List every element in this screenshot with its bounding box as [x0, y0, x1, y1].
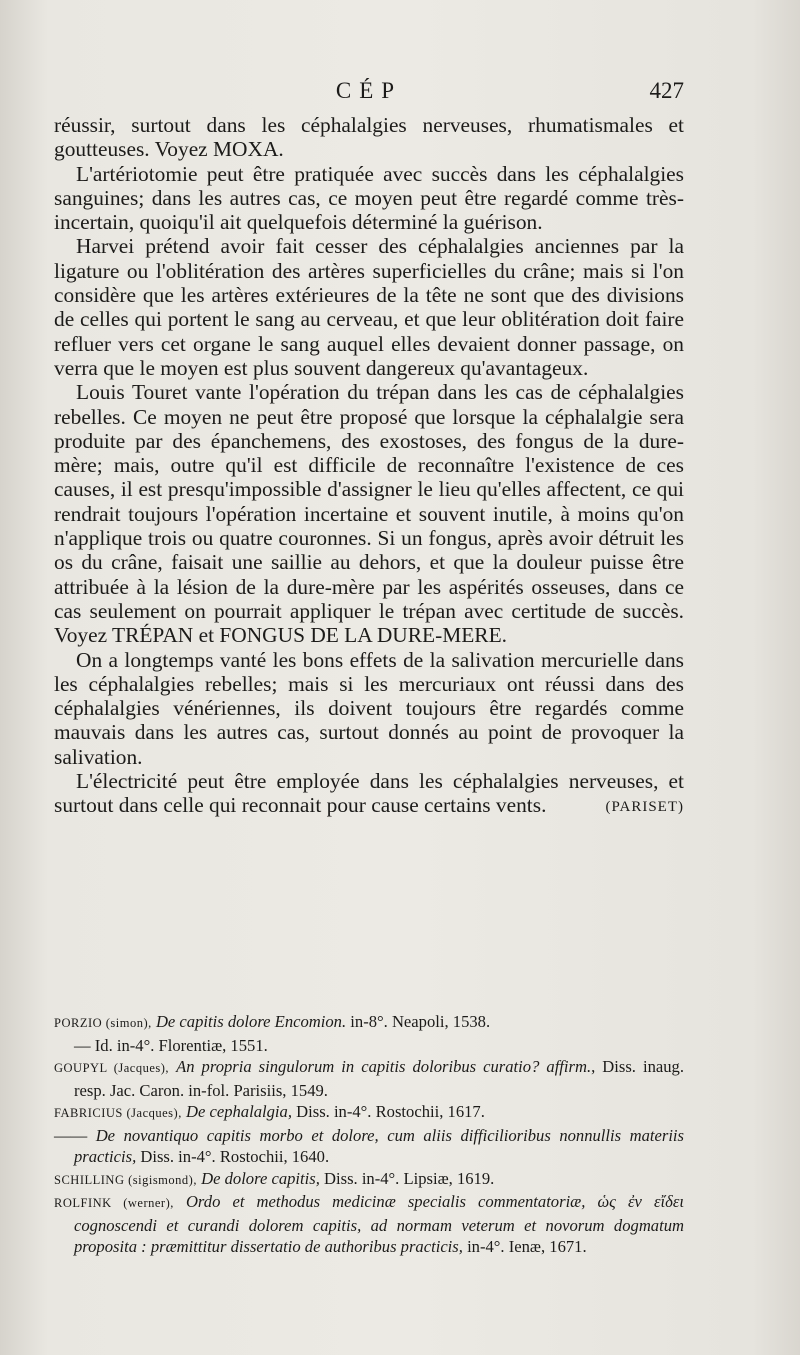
reference-author: —— — [54, 1125, 88, 1145]
paragraph: Louis Touret vante l'opération du trépan dans les cas de céphalalgies rebelles. Ce moyen ne peut être proposé que lorsque la céphalalgie sera produite par des épanchemens, des exostoses, des fongus de la dure-mère; mais, outre qu'il est difficile de reconnaître l'existence de ces causes, il est presqu'impossible d'assigner le lieu qu'elles affectent, ce qui rendrait toujours l'opération incertaine et souvent inutile, à moins qu'on n'applique trois ou quatre couronnes. Si un fongus, après avoir détruit les os du crâne, faisait une saillie au dehors, et que la douleur puisse être attribuée à la lésion de la dure-mère par les aspérités osseuses, dans ce cas seulement on pourrait appliquer le trépan avec certitude de succès. Voyez TRÉPAN et FONGUS DE LA DURE-MERE. — [54, 380, 684, 648]
reference-details: in-8°. Neapoli, 1538. — [350, 1012, 491, 1031]
author-signature: (PARISET) — [605, 799, 684, 816]
reference-details: in-4°. Ienæ, 1671. — [467, 1237, 587, 1256]
reference-details: , Diss. inaug. resp. Jac. Caron. in-fol. Parisiis, 1549. — [74, 1057, 684, 1100]
reference-details: — Id. in-4°. Florentiæ, 1551. — [74, 1035, 268, 1055]
reference-entry — [54, 1191, 684, 1258]
reference-details: Diss. in-4°. Rostochii, 1640. — [140, 1147, 330, 1166]
bibliography — [54, 1011, 684, 1258]
reference-entry — [54, 1011, 684, 1035]
reference-author: GOUPYL (Jacques), — [54, 1061, 170, 1075]
reference-author: PORZIO (simon), — [54, 1016, 152, 1030]
paragraph — [54, 769, 684, 818]
reference-title: De capitis dolore Encomion. — [155, 1012, 347, 1031]
reference-details: Diss. in-4°. Rostochii, 1617. — [296, 1102, 485, 1121]
paragraph: On a longtemps vanté les bons effets de la salivation mercurielle dans les céphalalgies rebelles; mais si les mercuriaux ont réussi dans des céphalalgies vénériennes, ils doivent toujours être regardés comme mauvais dans les autres cas, surtout donnés au point de provoquer la salivation. — [54, 647, 684, 769]
reference-details: Diss. in-4°. Lipsiæ, 1619. — [324, 1168, 495, 1188]
body-text — [54, 113, 684, 820]
paragraph: Harvei prétend avoir fait cesser des céphalalgies anciennes par la ligature ou l'oblitération des artères superficielles du crâne; mais si l'on considère que les artères extérieures de la tête ne sont que des divisions de celles qui portent le sang au cerveau, et que leur oblitération doit faire refluer vers cet organe le sang auquel elles devaient donner passage, on verra que le moyen est plus souvent dangereux qu'avantageux. — [54, 234, 684, 380]
reference-author: ROLFINK (werner), — [54, 1196, 174, 1210]
reference-title: De dolore capitis, — [201, 1168, 320, 1188]
reference-entry — [54, 1056, 684, 1101]
reference-title: De cephalalgia, — [185, 1102, 292, 1121]
page-header — [54, 78, 684, 112]
reference-title: De novantiquo capitis morbo et dolore, cum aliis difficilioribus nonnullis materiis practicis, — [74, 1125, 684, 1166]
reference-entry — [54, 1125, 684, 1168]
paragraph: L'artériotomie peut être pratiquée avec succès dans les céphalalgies sanguines; dans les autres cas, ce moyen peut être regardé comme très-incertain, quoiqu'il ait quelquefois déterminé la guérison. — [54, 161, 684, 235]
reference-title: An propria singulorum in capitis doloribus curatio? affirm. — [176, 1057, 592, 1076]
reference-entry — [54, 1101, 684, 1125]
paragraph: réussir, surtout dans les céphalalgies nerveuses, rhumatismales et goutteuses. Voyez MOXA. — [54, 113, 684, 162]
reference-author: SCHILLING (sigismond), — [54, 1172, 197, 1187]
page-number: 427 — [649, 78, 684, 103]
reference-author: FABRICIUS (Jacques), — [54, 1106, 182, 1120]
running-head: CÉP — [335, 78, 403, 103]
reference-title: Ordo et methodus medicinæ specialis commentatoriæ, ὡς ἐν εἴδει cognoscendi et curandi dolorem capitis, ad normam veterum et novorum dogmatum proposita : præmittitur dissertatio de authoribus practicis, — [74, 1192, 684, 1256]
reference-entry — [54, 1168, 684, 1192]
paragraph-text: L'électricité peut être employée dans les céphalalgies nerveuses, et surtout dans celle qui reconnait pour cause certains vents. — [54, 769, 684, 818]
reference-entry — [54, 1035, 684, 1057]
